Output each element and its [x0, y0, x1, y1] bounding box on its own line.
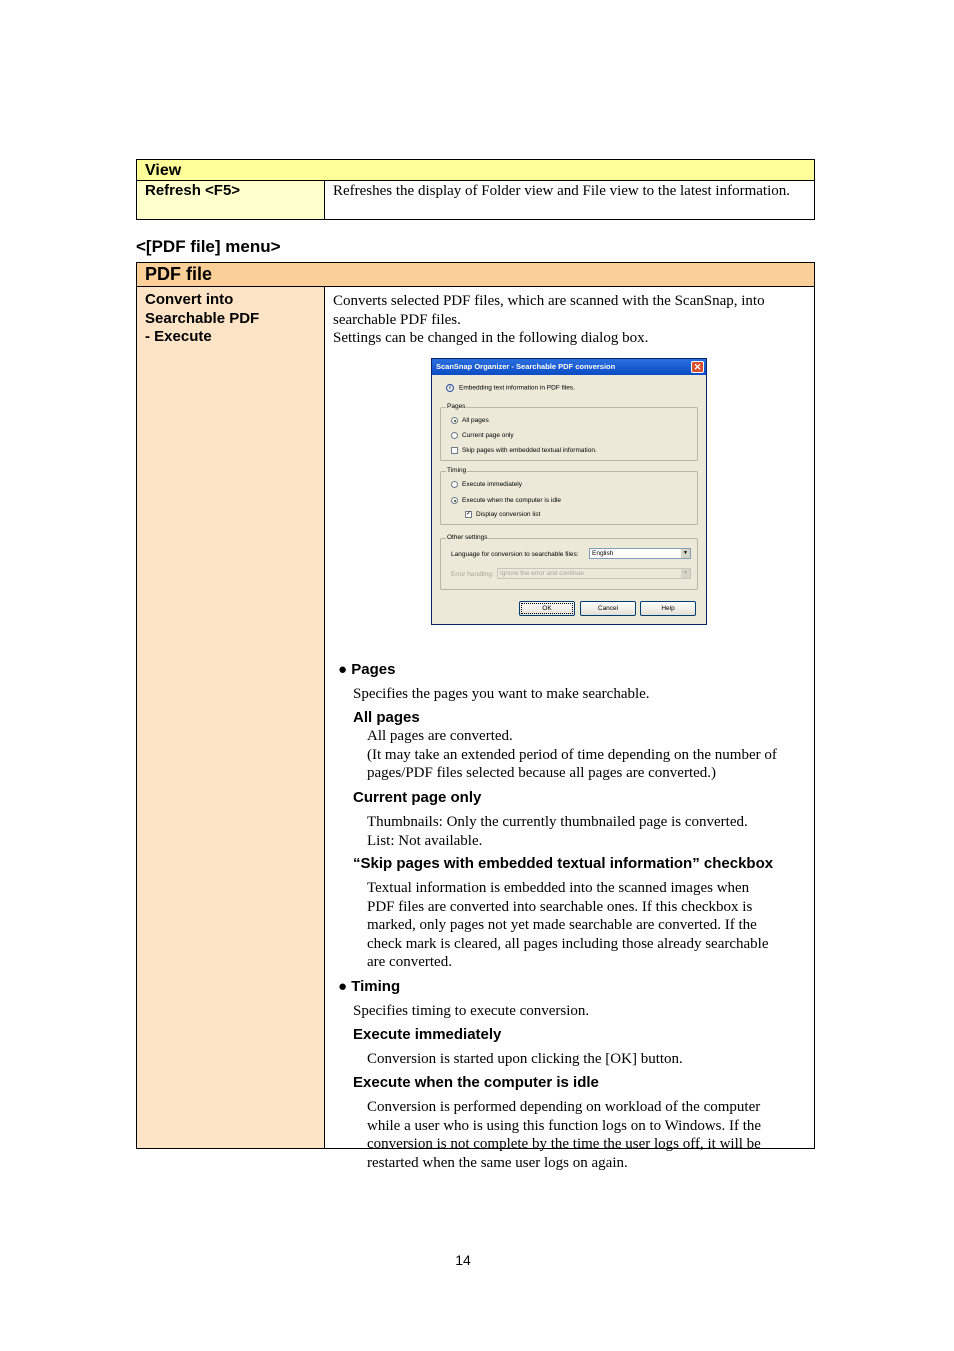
- radio-selected-icon: [451, 497, 458, 504]
- dialog-info: [446, 384, 575, 392]
- text-line: Conversion is performed depending on workload of the computer: [367, 1099, 761, 1115]
- execute-immediately-radio[interactable]: [451, 481, 522, 489]
- timing-heading: ● Timing: [338, 978, 401, 995]
- error-handling-label: Error handling:: [451, 571, 494, 578]
- text-line: check mark is cleared, all pages including those already searchable: [367, 935, 769, 952]
- execute-idle-radio[interactable]: [451, 497, 561, 505]
- current-page-text: [367, 813, 748, 850]
- dialog-title: ScanSnap Organizer - Searchable PDF conversion: [436, 362, 616, 371]
- table-cell-item: Refresh <F5>: [137, 181, 325, 219]
- skip-pages-heading: “Skip pages with embedded textual information” checkbox: [353, 855, 774, 872]
- text-line: List: Not available.: [367, 832, 483, 849]
- text-line: Textual information is embedded into the scanned images when: [367, 880, 750, 896]
- radio-icon: [451, 481, 458, 488]
- page-number: 14: [455, 1252, 471, 1268]
- pages-heading: ● Pages: [338, 661, 396, 678]
- pdf-file-table: [136, 262, 815, 1171]
- all-pages-heading: All pages: [353, 709, 420, 726]
- text-line: while a user who is using this function logs on to Windows. If the: [367, 1117, 762, 1134]
- searchable-pdf-dialog: [431, 358, 707, 625]
- radio-selected-icon: [451, 417, 458, 424]
- menu-item-line: Convert into: [145, 291, 234, 308]
- intro-text: [333, 292, 765, 348]
- option-label: All pages: [462, 417, 489, 425]
- option-label: Execute immediately: [462, 481, 522, 489]
- menu-item-name: [137, 287, 325, 1148]
- skip-pages-text: [367, 879, 768, 972]
- dialog-info-text: Embedding text information in PDF files.: [459, 384, 575, 392]
- dialog-title-bar: [432, 359, 706, 375]
- execute-immediately-text: Conversion is started upon clicking the [OK] button.: [367, 1051, 683, 1067]
- all-pages-radio[interactable]: [451, 417, 489, 425]
- select-value: Ignore the error and continue: [500, 570, 584, 577]
- execute-idle-heading: Execute when the computer is idle: [353, 1074, 599, 1091]
- ok-button[interactable]: OK: [519, 601, 575, 616]
- text-line: pages/PDF files selected because all pages are converted.): [367, 765, 717, 781]
- error-handling-select[interactable]: [497, 568, 691, 579]
- group-label: Other settings: [447, 534, 488, 541]
- current-page-heading: Current page only: [353, 789, 482, 806]
- display-list-checkbox[interactable]: [465, 511, 540, 519]
- chevron-down-icon: ▼: [681, 549, 690, 558]
- text-line: Settings can be changed in the following dialog box.: [333, 330, 649, 346]
- text-line: restarted when the same user logs on again.: [367, 1154, 628, 1171]
- pdf-table-row: [137, 287, 814, 1171]
- help-button[interactable]: Help: [640, 601, 696, 616]
- option-label: Display conversion list: [476, 511, 541, 519]
- view-table-header: View: [137, 160, 814, 181]
- group-label: Timing: [447, 467, 467, 474]
- checkmark-icon: ✓: [466, 511, 472, 517]
- text-line: marked, only pages not yet made searchable are converted. If the: [367, 917, 757, 933]
- option-label: Current page only: [462, 432, 514, 440]
- pages-description: Specifies the pages you want to make searchable.: [353, 686, 650, 702]
- option-label: Execute when the computer is idle: [462, 497, 561, 505]
- menu-item-line: Searchable PDF: [145, 309, 260, 327]
- language-label: Language for conversion to searchable files:: [451, 551, 579, 558]
- close-icon[interactable]: ✕: [691, 361, 704, 373]
- radio-icon: [451, 432, 458, 439]
- section-title: <[PDF file] menu>: [136, 237, 281, 256]
- skip-pages-checkbox[interactable]: [451, 447, 597, 455]
- text-line: All pages are converted.: [367, 728, 513, 744]
- option-label: Skip pages with embedded textual information.: [462, 447, 597, 455]
- text-line: (It may take an extended period of time depending on the number of: [367, 746, 777, 763]
- table-cell-description: Refreshes the display of Folder view and File view to the latest information.: [333, 183, 790, 199]
- other-settings-group: [440, 534, 698, 590]
- menu-item-description: [325, 287, 814, 1171]
- view-table: [136, 159, 815, 220]
- checkbox-icon: [451, 447, 458, 454]
- group-label: Pages: [447, 403, 466, 410]
- menu-item-line: - Execute: [145, 328, 212, 345]
- table-row: [137, 181, 814, 219]
- all-pages-text: [367, 727, 777, 783]
- text-line: searchable PDF files.: [333, 311, 461, 328]
- text-line: Converts selected PDF files, which are scanned with the ScanSnap, into: [333, 293, 765, 309]
- text-line: PDF files are converted into searchable ones. If this checkbox is: [367, 898, 753, 915]
- timing-description: Specifies timing to execute conversion.: [353, 1003, 590, 1019]
- text-line: are converted.: [367, 954, 452, 970]
- execute-immediately-heading: Execute immediately: [353, 1026, 502, 1043]
- timing-group: [440, 467, 698, 525]
- text-line: conversion is not complete by the time the user logs off, it will be: [367, 1136, 761, 1152]
- execute-idle-text: [367, 1098, 761, 1172]
- language-select[interactable]: [589, 548, 691, 559]
- cancel-button[interactable]: Cancel: [580, 601, 636, 616]
- select-value: English: [592, 550, 614, 557]
- current-page-radio[interactable]: [451, 432, 514, 440]
- info-icon: i: [446, 384, 454, 392]
- pdf-table-header: PDF file: [137, 263, 814, 287]
- chevron-down-icon: ▼: [681, 569, 690, 578]
- pages-group: [440, 403, 698, 461]
- text-line: Thumbnails: Only the currently thumbnailed page is converted.: [367, 814, 748, 830]
